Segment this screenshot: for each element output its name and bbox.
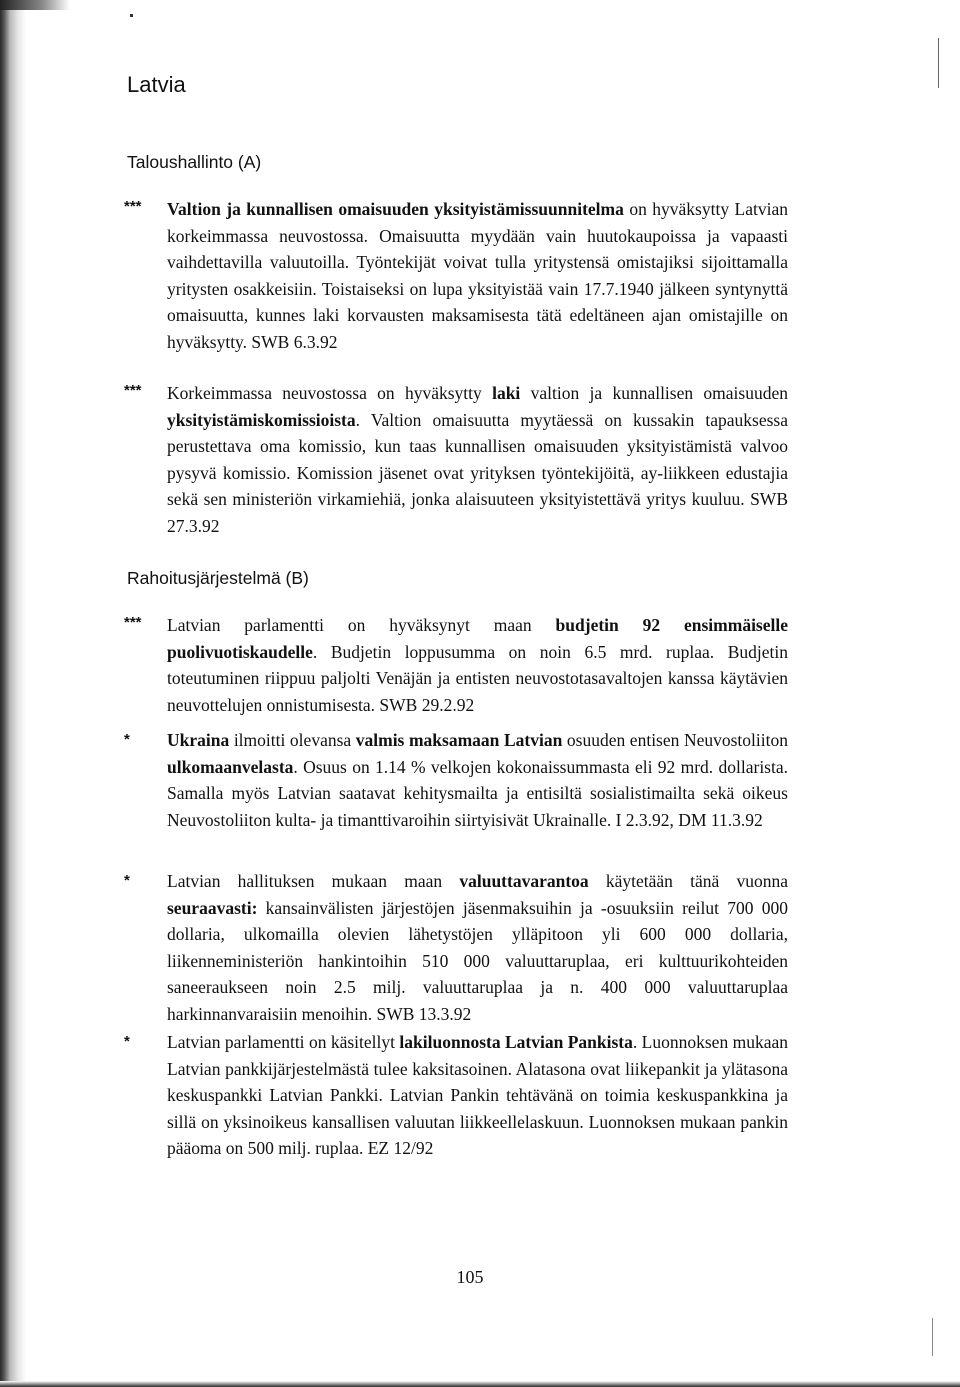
entry-body: Korkeimmassa neuvostossa on hyväksytty: [167, 383, 493, 403]
entry-text: [167, 727, 788, 833]
entry-body: Latvian hallituksen mukaan maan: [167, 871, 460, 891]
scan-bottom-shadow: [0, 1381, 960, 1387]
entry-body: on hyväksytty Latvian korkeimmassa neuvostossa. Omaisuutta myydään vain huutokaupoissa ja vapaasti vaihdettavilla valuutoilla. Työntekijät voivat tulla yritystensä omistajiksi sijoittamalla yritysten osakkeisiin. Toistaiseksi on lupa yksityistää vain 17.7.1940 jälkeen syntynyttä omaisuutta, kunnes laki korvausten maksamisesta tätä edeltäneen ajan omistajille on hyväksytty. SWB 6.3.92: [167, 199, 788, 352]
entry-text: [167, 1029, 788, 1162]
news-entry: [124, 1029, 788, 1162]
news-entry: [124, 727, 788, 833]
scan-edge-shadow: [0, 0, 26, 1387]
section-heading-taloushallinto: Taloushallinto (A): [127, 152, 262, 172]
entry-marker: ***: [124, 382, 142, 399]
emphasis: valmis maksamaan Latvian: [355, 730, 563, 750]
news-entry: [124, 196, 788, 355]
emphasis: seuraavasti:: [167, 897, 258, 918]
emphasis: Valtion ja kunnallisen omaisuuden yksityistämissuunnitelma: [167, 199, 624, 219]
entry-marker: *: [124, 872, 130, 889]
entry-body: osuuden entisen Neuvostoliiton: [562, 730, 788, 750]
entry-marker: *: [124, 731, 130, 748]
scan-speck: [130, 14, 133, 17]
entry-body: käytetään tänä vuonna: [588, 871, 788, 891]
entry-body: Latvian parlamentti on hyväksynyt maan: [167, 615, 556, 635]
news-entry: [124, 612, 788, 718]
entry-text: [167, 196, 788, 355]
emphasis: lakiluonnosta Latvian Pankista: [399, 1032, 633, 1052]
entry-body: Latvian parlamentti on käsitellyt: [167, 1032, 400, 1052]
page-number: 105: [456, 1267, 484, 1287]
emphasis: budjetin 92 ensimmäiselle puolivuotiskaudelle: [167, 615, 788, 662]
emphasis: laki: [492, 383, 521, 403]
entry-body: . Luonnoksen mukaan Latvian pankkijärjestelmästä tulee kaksitasoinen. Alatasona ovat liikepankit ja ylätasona keskuspankki Latvian Pankki. Latvian Pankin tehtävänä on toimia keskuspankkina ja sillä on yksinoikeus kansallisen valuutan liikkeellelaskuun. Luonnoksen mukaan pankin pääoma on 500 milj. ruplaa. EZ 12/92: [167, 1032, 788, 1158]
news-entry: [124, 868, 788, 1027]
entry-body: ilmoitti olevansa: [229, 730, 356, 750]
emphasis: ulkomaanvelasta: [167, 756, 294, 777]
entry-body: kansainvälisten järjestöjen jäsenmaksuihin ja -osuuksiin reilut 700 000 dollaria, ulkomailla olevien lähetystöjen ylläpitoon yli 600 000 dollaria, liikenneministeriön hankintoihin 510 000 valuuttaruplaa, eri kulttuurikohteiden saneeraukseen noin 2.5 milj. valuuttaruplaa ja n. 400 000 valuuttaruplaa harkinnanvaraisiin menoihin. SWB 13.3.92: [167, 897, 788, 1024]
section-heading-rahoitusjarjestelma: Rahoitusjärjestelmä (B): [127, 568, 309, 588]
entry-marker: ***: [124, 198, 142, 215]
entry-marker: ***: [124, 614, 142, 631]
news-entry: [124, 380, 788, 539]
scan-top-shadow: [0, 0, 70, 10]
emphasis: Ukraina: [167, 730, 230, 750]
entry-text: [167, 612, 788, 718]
scan-margin-line: [932, 1318, 933, 1356]
entry-text: [167, 380, 788, 539]
entry-text: [167, 868, 788, 1027]
page-title: Latvia: [127, 72, 186, 97]
entry-body: . Budjetin loppusumma on noin 6.5 mrd. ruplaa. Budjetin toteutuminen riippuu paljolti Venäjän ja entisten neuvostotasavaltojen kanssa käytävien neuvottelujen onnistumisesta. SWB 29.2.92: [167, 641, 788, 715]
entry-body: . Valtion omaisuutta myytäessä on kussakin tapauksessa perustettava oma komissio, kun taas kunnallisen omaisuuden yksityistämistä valvoo pysyvä komissio. Komission jäsenet ovat yrityksen työntekijöitä, ay-liikkeen edustajia sekä sen ministeriön virkamiehiä, jonka alaisuuteen yksityistettävä yritys kuuluu. SWB 27.3.92: [167, 409, 788, 536]
scan-margin-line: [938, 38, 939, 88]
entry-marker: *: [124, 1033, 130, 1050]
emphasis: valuuttavarantoa: [459, 871, 589, 891]
emphasis: yksityistämiskomissioista: [167, 409, 356, 430]
entry-body: . Osuus on 1.14 % velkojen kokonaissummasta eli 92 mrd. dollarista. Samalla myös Latvian saatavat kehitysmailta ja entisiltä sosialistimailta sekä oikeus Neuvostoliiton kulta- ja timanttivaroihin siirtyisivät Ukrainalle. I 2.3.92, DM 11.3.92: [167, 756, 788, 830]
entry-body: valtion ja kunnallisen omaisuuden: [520, 383, 788, 403]
